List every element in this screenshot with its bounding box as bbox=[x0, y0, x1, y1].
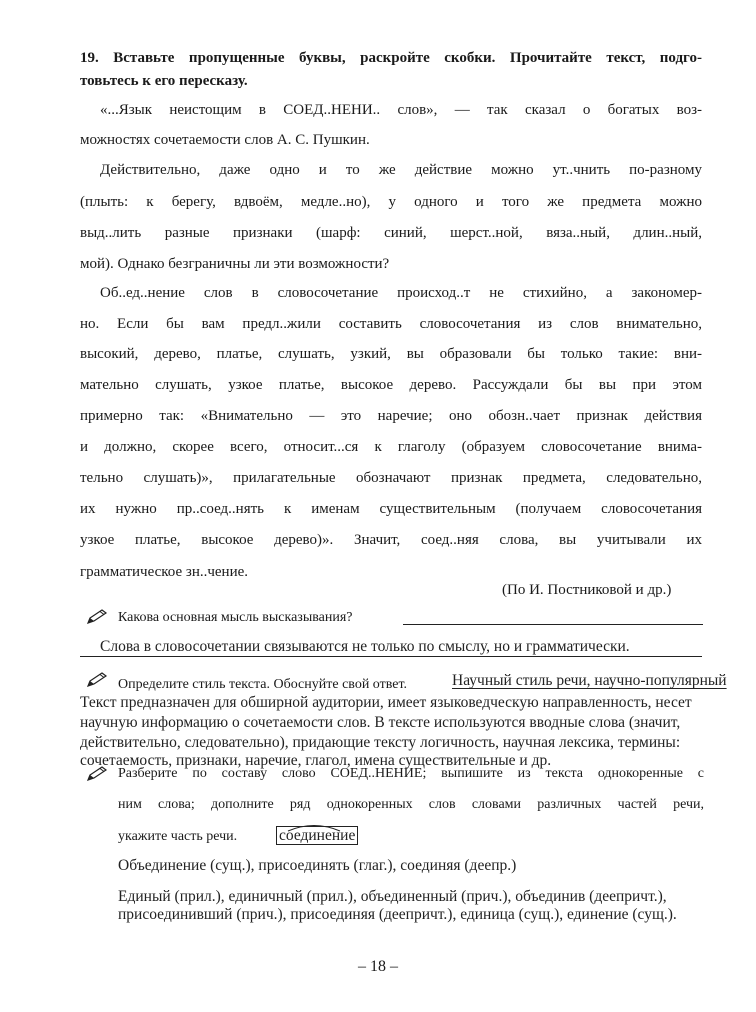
paragraph-3-line-7: тельно слушать)», прилагательные обозначают признак предмета, следовательно, bbox=[80, 470, 702, 486]
paragraph-2-line-2: (плыть: к берегу, вдвоём, медле..но), у одного и того же предмета можно bbox=[80, 194, 702, 210]
paragraph-3-line-8: их нужно пр..соед..нять к именам существительным (получаем словосочетания bbox=[80, 501, 702, 517]
task-3-answer-line-2: Единый (прил.), единичный (прил.), объединенный (прич.), объединив (деепричт.), bbox=[118, 888, 667, 905]
paragraph-3-line-5: примерно так: «Внимательно — это наречие; оно обозн..чает признак действия bbox=[80, 408, 702, 424]
paragraph-2-line-3: выд..лить разные признаки (шарф: синий, шерст..ной, вяза..ный, длин..ный, bbox=[80, 225, 702, 241]
pencil-icon bbox=[86, 609, 108, 625]
paragraph-2-line-4: мой). Однако безграничны ли эти возможности? bbox=[80, 256, 390, 272]
task-2-answer-line-1: Текст предназначен для обширной аудитории, имеет языковедческую направленность, несет bbox=[80, 694, 692, 711]
paragraph-3-line-6: и должно, скорее всего, относит...ся к глаголу (образуем словосочетание внима- bbox=[80, 439, 702, 455]
root-arc-icon bbox=[274, 822, 366, 832]
pencil-icon bbox=[86, 672, 108, 688]
paragraph-3-line-9: узкое платье, высокое дерево)». Значит, соед..няя слова, вы учитывали их bbox=[80, 532, 702, 548]
exercise-title-line-2: товьтесь к его пересказу. bbox=[80, 73, 248, 89]
task-2-question: Определите стиль текста. Обоснуйте свой ответ. bbox=[118, 677, 408, 692]
task-2-answer-line-4: сочетаемость, признаки, наречие, глагол, имена существительные и др. bbox=[80, 752, 552, 769]
paragraph-3-line-2: но. Если бы вам предл..жили составить словосочетания из слов внимательно, bbox=[80, 316, 702, 332]
task-1-answer: Слова в словосочетании связываются не только по смыслу, но и грамматически. bbox=[100, 638, 630, 655]
task-1-question: Какова основная мысль высказывания? bbox=[118, 610, 353, 625]
paragraph-1-line-2: можностях сочетаемости слов А. С. Пушкин. bbox=[80, 132, 370, 148]
task-2-answer-line-3: действительно, следовательно), придающие тексту логичность, научная лексика, термины: bbox=[80, 734, 681, 751]
paragraph-1-line-1: «...Язык неистощим в СОЕД..НЕНИ.. слов», — так сказал о богатых воз- bbox=[100, 102, 702, 118]
answer-line bbox=[80, 656, 702, 657]
pencil-icon bbox=[86, 766, 108, 782]
paragraph-3-line-1: Об..ед..нение слов в словосочетание происход..т не стихийно, а закономер- bbox=[100, 285, 702, 301]
page-number: – 18 – bbox=[358, 958, 398, 975]
task-2-answer-style: Научный стиль речи, научно-популярный bbox=[452, 672, 727, 689]
task-3-answer-line-3: присоединивший (прич.), присоединяя (деепричт.), единица (сущ.), единение (сущ.). bbox=[118, 906, 677, 923]
exercise-title-line-1: 19. Вставьте пропущенные буквы, раскройте скобки. Прочитайте текст, подго- bbox=[80, 50, 702, 66]
task-3-question-line-2: ним слова; дополните ряд однокоренных слов словами различных частей речи, bbox=[118, 797, 704, 812]
answer-line bbox=[403, 624, 703, 625]
task-3-question-line-1: Разберите по составу слово СОЕД..НЕНИЕ; выпишите из текста однокоренные с bbox=[118, 766, 704, 781]
paragraph-3-line-4: мательно слушать, узкое платье, высокое дерево. Рассуждали бы вы при этом bbox=[80, 377, 702, 393]
paragraph-2-line-1: Действительно, даже одно и то же действие можно ут..чнить по-разному bbox=[100, 162, 702, 178]
task-2-answer-line-2: научную информацию о сочетаемости слов. В тексте используются вводные слова (значит, bbox=[80, 714, 681, 731]
morpheme-word: соединение bbox=[276, 826, 358, 845]
task-3-question-line-3: укажите часть речи. bbox=[118, 829, 238, 844]
task-3-answer-line-1: Объединение (сущ.), присоединять (глаг.), соединяя (деепр.) bbox=[118, 857, 517, 874]
paragraph-3-line-3: высокий, дерево, платье, слушать, узкий, вы образовали бы только такие: вни- bbox=[80, 346, 702, 362]
source-attribution: (По И. Постниковой и др.) bbox=[502, 582, 672, 598]
paragraph-3-line-10: грамматическое зн..чение. bbox=[80, 564, 249, 580]
